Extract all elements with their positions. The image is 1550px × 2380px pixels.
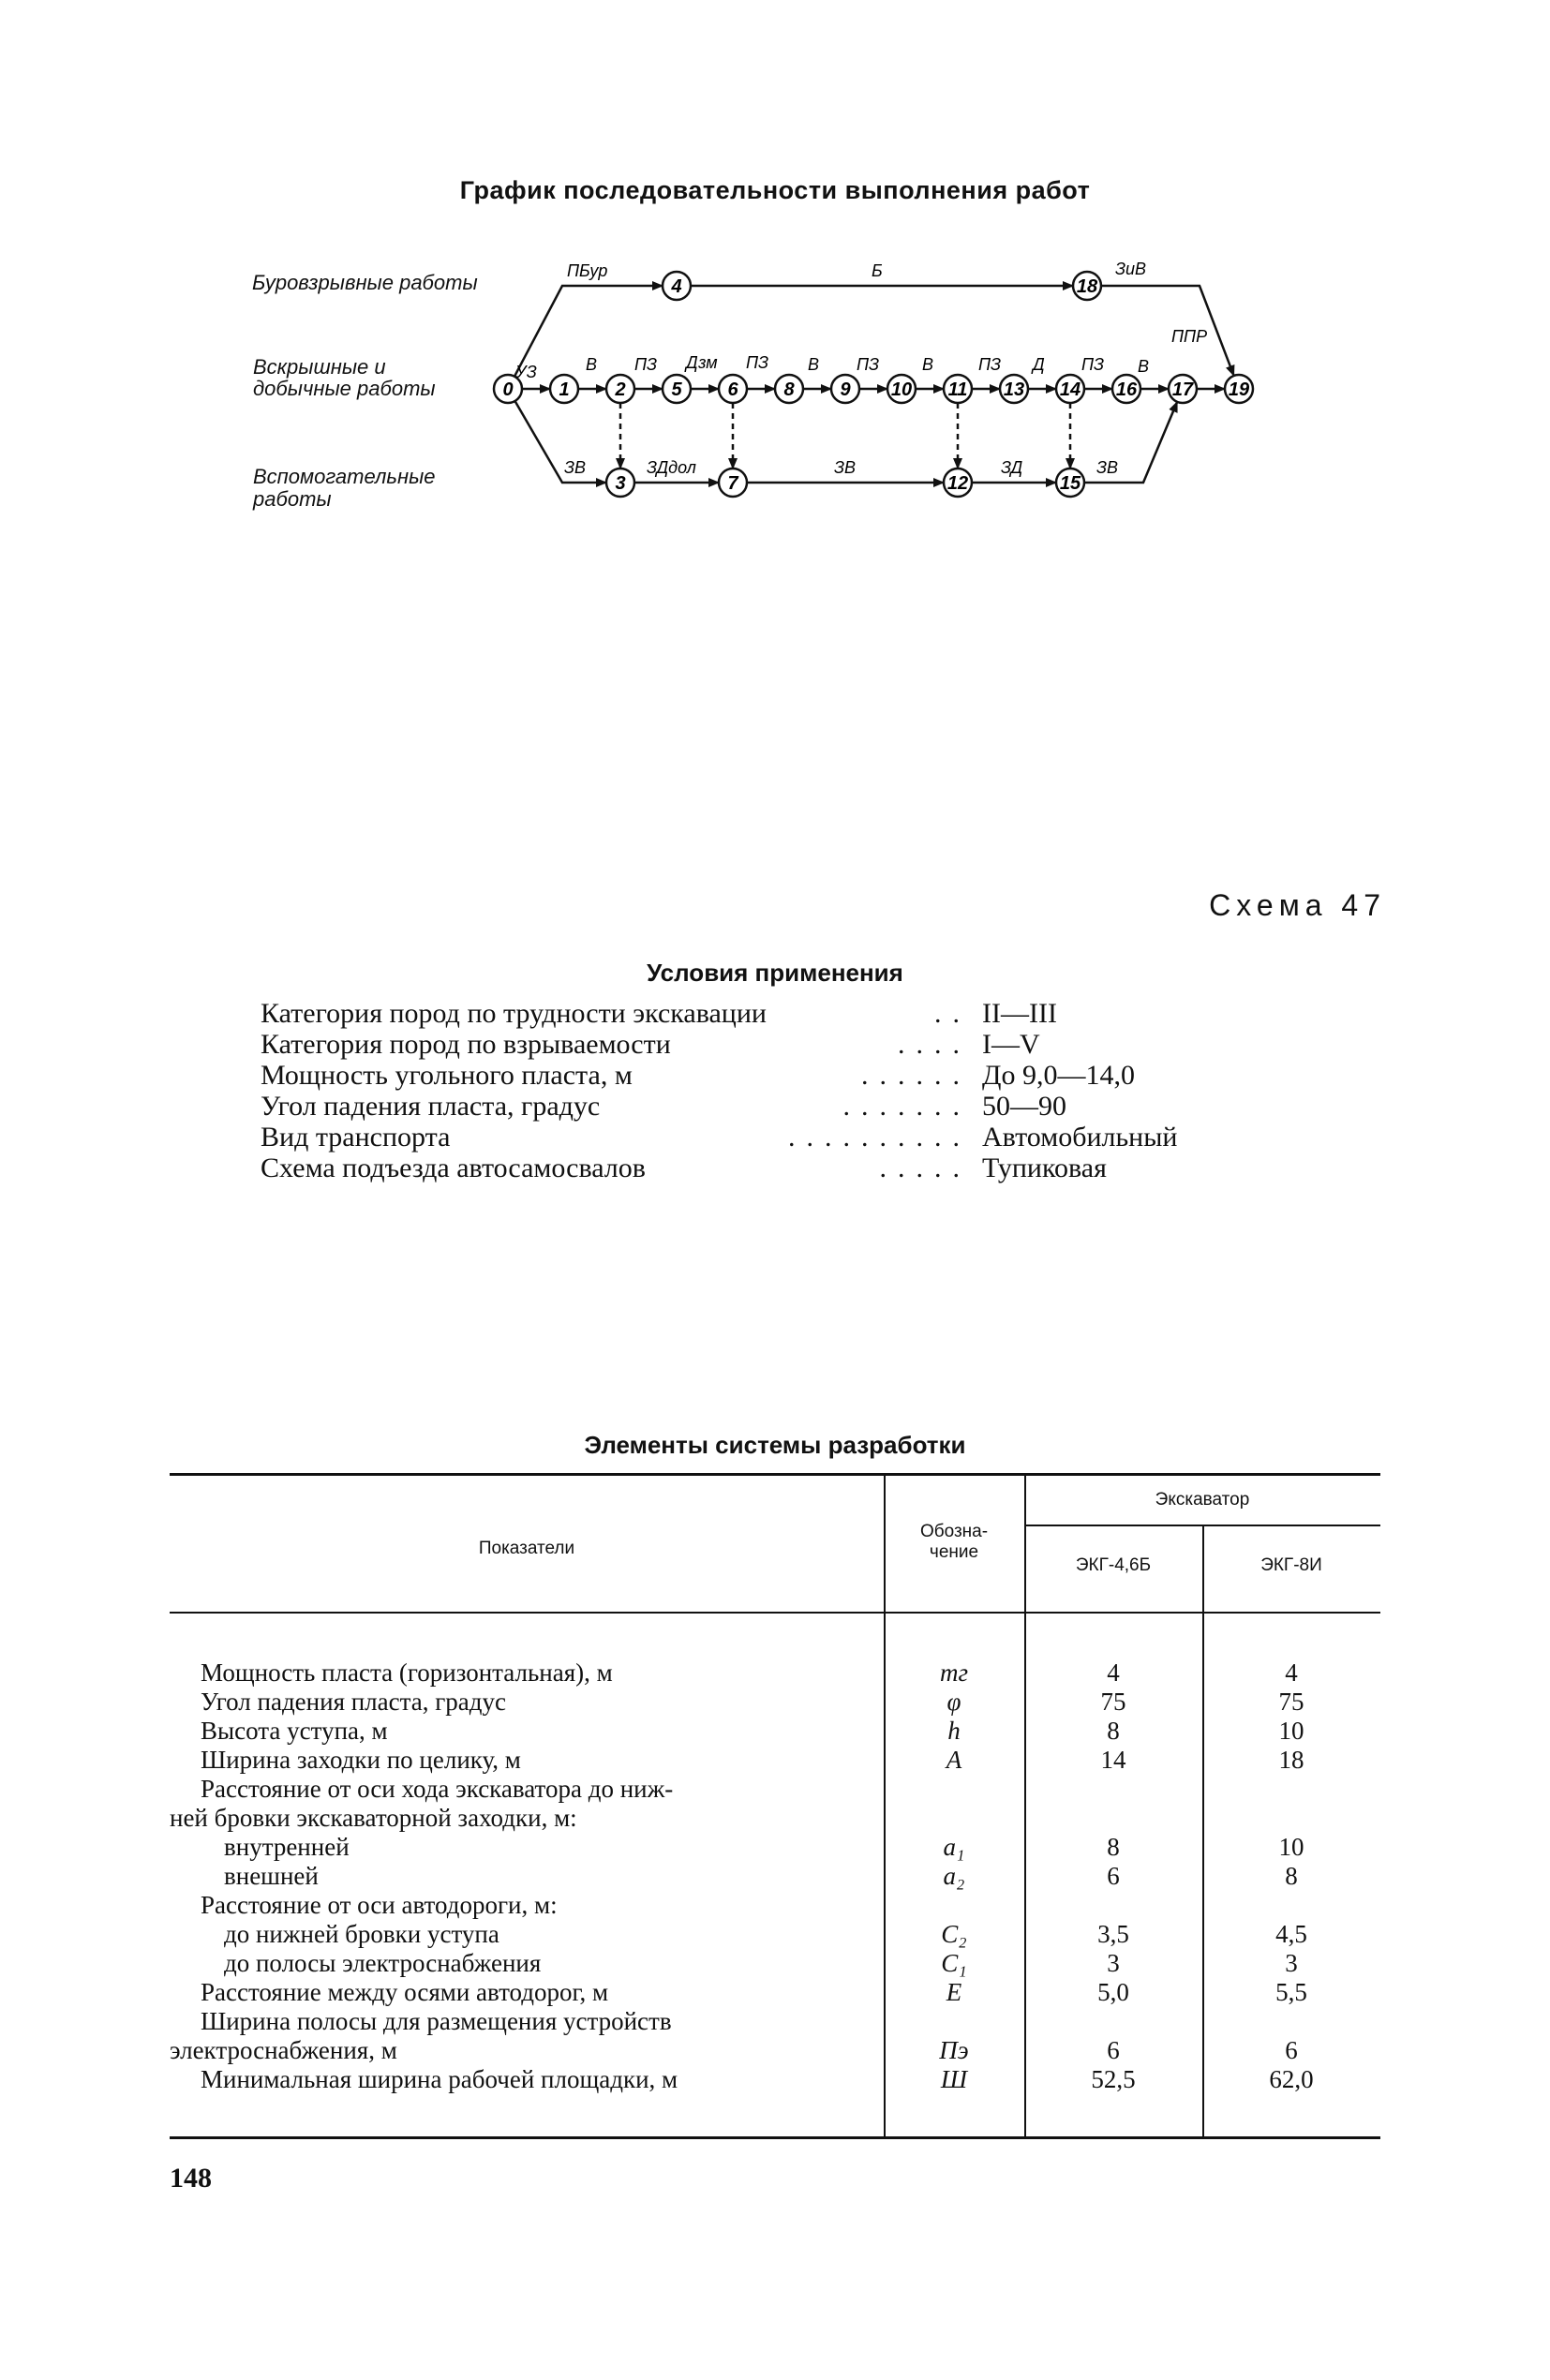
row-value-ekg8: 75 xyxy=(1278,1688,1304,1716)
edge-label: В xyxy=(586,355,598,374)
condition-row: Категория пород по трудности экскавации .. II—III xyxy=(261,998,1057,1029)
network-diagram xyxy=(459,248,1303,548)
node-10 xyxy=(887,375,916,403)
edge-label: ЗВ xyxy=(564,458,587,477)
row-symbol: Ш xyxy=(940,2065,968,2093)
edge-label: ЗиВ xyxy=(1115,260,1147,278)
row-name: до полосы электроснабжения xyxy=(224,1949,542,1977)
svg-text:9: 9 xyxy=(840,379,851,400)
node-12 xyxy=(944,469,972,497)
row-name: внешней xyxy=(224,1862,319,1890)
row-value-ekg46: 3 xyxy=(1107,1949,1120,1977)
row-value-ekg46: 6 xyxy=(1107,1862,1120,1890)
condition-name: Мощность угольного пласта, м xyxy=(261,1060,633,1091)
svg-text:3: 3 xyxy=(615,473,626,494)
condition-value: I—V xyxy=(982,1029,1040,1060)
node-19 xyxy=(1225,375,1253,403)
elements-table xyxy=(170,1473,1380,2148)
row-label-auxiliary-1: Вспомогательные xyxy=(253,465,436,488)
header-excavator: Экскаватор xyxy=(1155,1490,1250,1510)
header-col2: ЭКГ-8И xyxy=(1260,1555,1322,1575)
svg-text:7: 7 xyxy=(727,473,738,494)
row-value-ekg8: 10 xyxy=(1278,1717,1304,1745)
row-value-ekg46: 52,5 xyxy=(1091,2065,1136,2093)
node-3 xyxy=(606,469,634,497)
row-symbol: h xyxy=(947,1717,961,1745)
row-name: Расстояние между осями автодорог, м xyxy=(201,1978,609,2006)
row-value-ekg8: 3 xyxy=(1285,1949,1298,1977)
conditions-title: Условия применения xyxy=(647,959,903,987)
row-symbol: E xyxy=(946,1978,962,2006)
edge-label: ПЗ xyxy=(1081,355,1105,374)
svg-text:5: 5 xyxy=(671,379,682,400)
svg-text:0: 0 xyxy=(502,379,514,400)
svg-text:12: 12 xyxy=(946,473,969,494)
row-value-ekg46: 6 xyxy=(1107,2036,1120,2064)
node-2 xyxy=(606,375,634,403)
row-name: Ширина полосы для размещения устройств xyxy=(201,2007,672,2035)
row-name: электроснабжения, м xyxy=(170,2036,397,2064)
row-value-ekg8: 4,5 xyxy=(1275,1920,1307,1948)
edge-label: ЗВ xyxy=(1096,458,1119,477)
row-value-ekg8: 5,5 xyxy=(1275,1978,1307,2006)
node-11 xyxy=(944,375,972,403)
condition-row: Категория пород по взрываемости .... I—V xyxy=(261,1029,1040,1060)
row-symbol: A xyxy=(946,1746,962,1774)
condition-value: До 9,0—14,0 xyxy=(982,1060,1135,1091)
node-14 xyxy=(1056,375,1084,403)
row-value-ekg8: 6 xyxy=(1285,2036,1298,2064)
row-symbol: a₁ xyxy=(943,1833,965,1861)
row-value-ekg8: 4 xyxy=(1285,1659,1298,1687)
svg-text:10: 10 xyxy=(890,379,913,400)
row-label-auxiliary-2: работы xyxy=(253,487,332,511)
table-bottom-rule xyxy=(170,2136,1380,2139)
row-symbol: C₂ xyxy=(941,1920,967,1948)
svg-text:19: 19 xyxy=(1228,379,1250,400)
row-value-ekg46: 5,0 xyxy=(1097,1978,1129,2006)
edge-0-3 xyxy=(515,401,606,483)
row-label-stripping-1: Вскрышные и xyxy=(253,355,386,379)
condition-name: Категория пород по трудности экскавации xyxy=(261,998,767,1029)
edge-label: ЗВ xyxy=(834,458,857,477)
edge-label: В xyxy=(808,355,820,374)
elements-title: Элементы системы разработки xyxy=(584,1431,966,1459)
node-5 xyxy=(663,375,691,403)
row-name: Угол падения пласта, градус xyxy=(201,1688,507,1716)
header-indicator: Показатели xyxy=(478,1539,575,1558)
node-15 xyxy=(1056,469,1084,497)
row-value-ekg8: 10 xyxy=(1278,1833,1304,1861)
condition-name: Угол падения пласта, градус xyxy=(261,1091,601,1122)
row-value-ekg8: 18 xyxy=(1278,1746,1304,1774)
svg-text:11: 11 xyxy=(947,379,968,400)
svg-text:4: 4 xyxy=(671,276,682,297)
edge-label: Д xyxy=(1033,355,1045,374)
row-label-stripping-2: добычные работы xyxy=(253,377,436,400)
edge-label: В xyxy=(1138,357,1150,376)
row-name: внутренней xyxy=(224,1833,350,1861)
edge-label: УЗ xyxy=(515,363,537,381)
svg-text:16: 16 xyxy=(1115,379,1138,400)
edge-label: ПЗ xyxy=(746,353,769,372)
row-name: Расстояние от оси автодороги, м: xyxy=(201,1891,558,1919)
row-name: Минимальная ширина рабочей площадки, м xyxy=(201,2065,678,2093)
row-value-ekg8: 8 xyxy=(1285,1862,1298,1890)
row-value-ekg8: 62,0 xyxy=(1269,2065,1314,2093)
row-value-ekg46: 8 xyxy=(1107,1833,1120,1861)
row-value-ekg46: 8 xyxy=(1107,1717,1120,1745)
svg-text:14: 14 xyxy=(1059,379,1081,400)
row-symbol: a₂ xyxy=(943,1862,965,1890)
condition-row: Схема подъезда автосамосвалов ..... Тупиковая xyxy=(261,1153,1107,1183)
table-header-rule xyxy=(170,1612,1380,1614)
condition-name: Вид транспорта xyxy=(261,1122,451,1153)
node-13 xyxy=(1000,375,1028,403)
row-name: до нижней бровки уступа xyxy=(224,1920,499,1948)
svg-text:2: 2 xyxy=(615,379,626,400)
svg-text:18: 18 xyxy=(1076,276,1098,297)
row-symbol: Пэ xyxy=(939,2036,969,2064)
row-value-ekg46: 4 xyxy=(1107,1659,1120,1687)
edge-18-19 xyxy=(1101,286,1234,376)
row-name: Высота уступа, м xyxy=(201,1717,388,1745)
svg-text:1: 1 xyxy=(559,379,570,400)
node-1 xyxy=(550,375,578,403)
scheme-label: Схема 47 xyxy=(1209,888,1386,922)
edge-label: ПБур xyxy=(567,261,608,280)
condition-row: Мощность угольного пласта, м ...... До 9,0—14,0 xyxy=(261,1060,1135,1091)
edge-label: ПЗ xyxy=(634,355,658,374)
node-16 xyxy=(1112,375,1140,403)
node-18 xyxy=(1073,272,1101,300)
svg-text:6: 6 xyxy=(727,379,738,400)
svg-text:15: 15 xyxy=(1059,473,1081,494)
row-label-drilling: Буровзрывные работы xyxy=(252,271,478,294)
row-symbol: φ xyxy=(946,1688,961,1716)
row-name: Ширина заходки по целику, м xyxy=(201,1746,521,1774)
table-top-rule xyxy=(170,1473,1380,1476)
condition-value: II—III xyxy=(982,998,1057,1029)
row-name: Расстояние от оси хода экскаватора до ниж- xyxy=(201,1775,674,1803)
node-7 xyxy=(719,469,747,497)
svg-text:17: 17 xyxy=(1171,379,1194,400)
edge-label: ПЗ xyxy=(978,355,1002,374)
row-value-ekg46: 14 xyxy=(1100,1746,1126,1774)
row-symbol: C₁ xyxy=(941,1949,967,1977)
node-6 xyxy=(719,375,747,403)
header-col1: ЭКГ-4,6Б xyxy=(1075,1555,1152,1575)
edge-label: ЗД xyxy=(1001,458,1023,477)
node-17 xyxy=(1169,375,1197,403)
svg-text:13: 13 xyxy=(1003,379,1025,400)
graph-title: График последовательности выполнения работ xyxy=(459,176,1091,204)
condition-name: Схема подъезда автосамосвалов xyxy=(261,1153,646,1183)
header-designation: Обозна- чение xyxy=(919,1522,989,1562)
condition-name: Категория пород по взрываемости xyxy=(261,1029,671,1060)
node-8 xyxy=(775,375,803,403)
condition-value: Тупиковая xyxy=(982,1153,1107,1183)
row-value-ekg46: 3,5 xyxy=(1097,1920,1129,1948)
edge-label: ЗДдол xyxy=(647,458,696,477)
conditions-list xyxy=(261,998,1198,1183)
node-9 xyxy=(831,375,859,403)
edge-label: ПЗ xyxy=(857,355,880,374)
condition-row: Угол падения пласта, градус ....... 50—90 xyxy=(261,1091,1066,1122)
condition-value: Автомобильный xyxy=(982,1122,1178,1153)
edge-label: Дзм xyxy=(686,353,718,372)
row-name: Мощность пласта (горизонтальная), м xyxy=(201,1659,613,1687)
node-4 xyxy=(663,272,691,300)
edge-label: ППР xyxy=(1171,327,1208,346)
condition-row: Вид транспорта .......... Автомобильный xyxy=(261,1122,1178,1153)
row-value-ekg46: 75 xyxy=(1100,1688,1126,1716)
condition-value: 50—90 xyxy=(982,1091,1066,1122)
svg-text:8: 8 xyxy=(783,379,795,400)
edge-label: В xyxy=(922,355,934,374)
page-number: 148 xyxy=(170,2163,212,2194)
edge-label: Б xyxy=(872,261,883,280)
row-name: ней бровки экскаваторной заходки, м: xyxy=(170,1804,577,1832)
row-symbol: mг xyxy=(939,1659,969,1687)
